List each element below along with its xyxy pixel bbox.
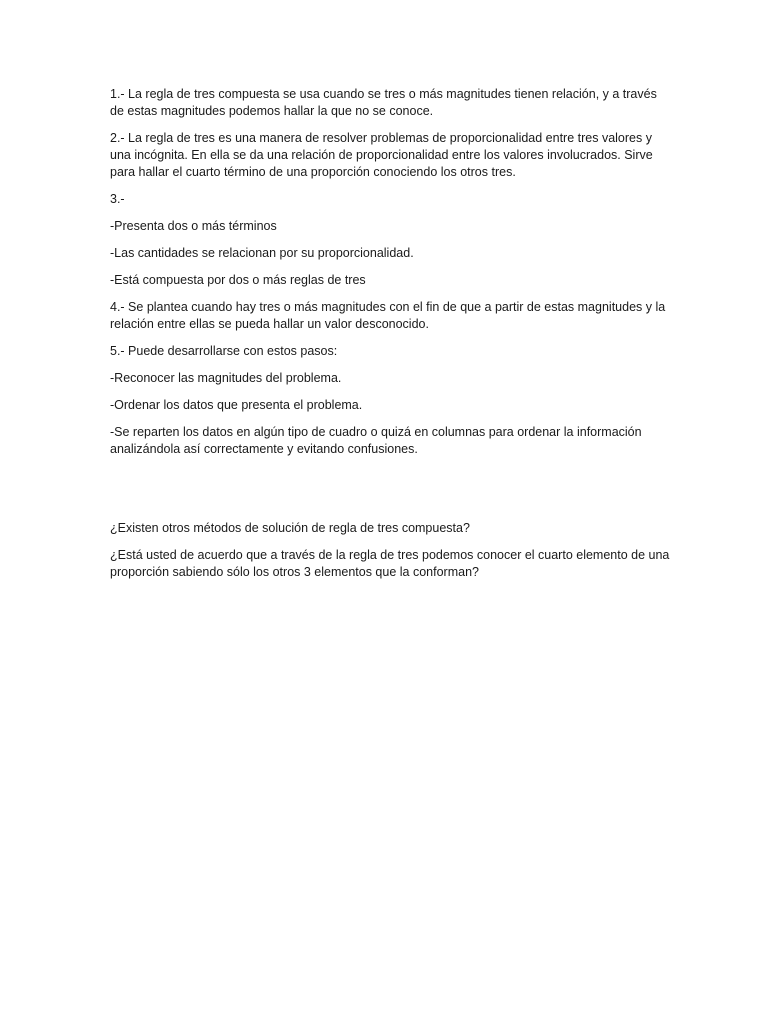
question-2: ¿Está usted de acuerdo que a través de la regla de tres podemos conocer el cuarto elemento de una proporción sabiendo sólo los otros 3 elementos que la conforman?: [110, 548, 670, 579]
answer-5-step-3: -Se reparten los datos en algún tipo de cuadro o quizá en columnas para ordenar la información analizándola así correctamente y evitando confusiones.: [110, 425, 642, 456]
answer-1: 1.- La regla de tres compuesta se usa cuando se tres o más magnitudes tienen relación, y a través de estas magnitudes podemos hallar la que no se conoce.: [110, 87, 657, 118]
answer-5-step-1: -Reconocer las magnitudes del problema.: [110, 371, 342, 385]
question-1: ¿Existen otros métodos de solución de regla de tres compuesta?: [110, 521, 470, 535]
answer-3-heading: 3.-: [110, 192, 125, 206]
section-spacer: [110, 468, 670, 520]
document-page: [110, 86, 670, 591]
answer-3-point-2: -Las cantidades se relacionan por su proporcionalidad.: [110, 246, 414, 260]
answer-3-point-3: -Está compuesta por dos o más reglas de tres: [110, 273, 366, 287]
answer-4: 4.- Se plantea cuando hay tres o más magnitudes con el fin de que a partir de estas magnitudes y la relación entre ellas se pueda hallar un valor desconocido.: [110, 300, 666, 331]
answer-5-heading: 5.- Puede desarrollarse con estos pasos:: [110, 344, 338, 358]
answer-2: 2.- La regla de tres es una manera de resolver problemas de proporcionalidad entre tres valores y una incógnita. En ella se da una relación de proporcionalidad entre los valores involucrados. Sirve para hallar el cuarto término de una proporción conociendo los otros tres.: [110, 131, 653, 179]
answer-5-step-2: -Ordenar los datos que presenta el problema.: [110, 398, 363, 412]
answer-3-point-1: -Presenta dos o más términos: [110, 219, 277, 233]
